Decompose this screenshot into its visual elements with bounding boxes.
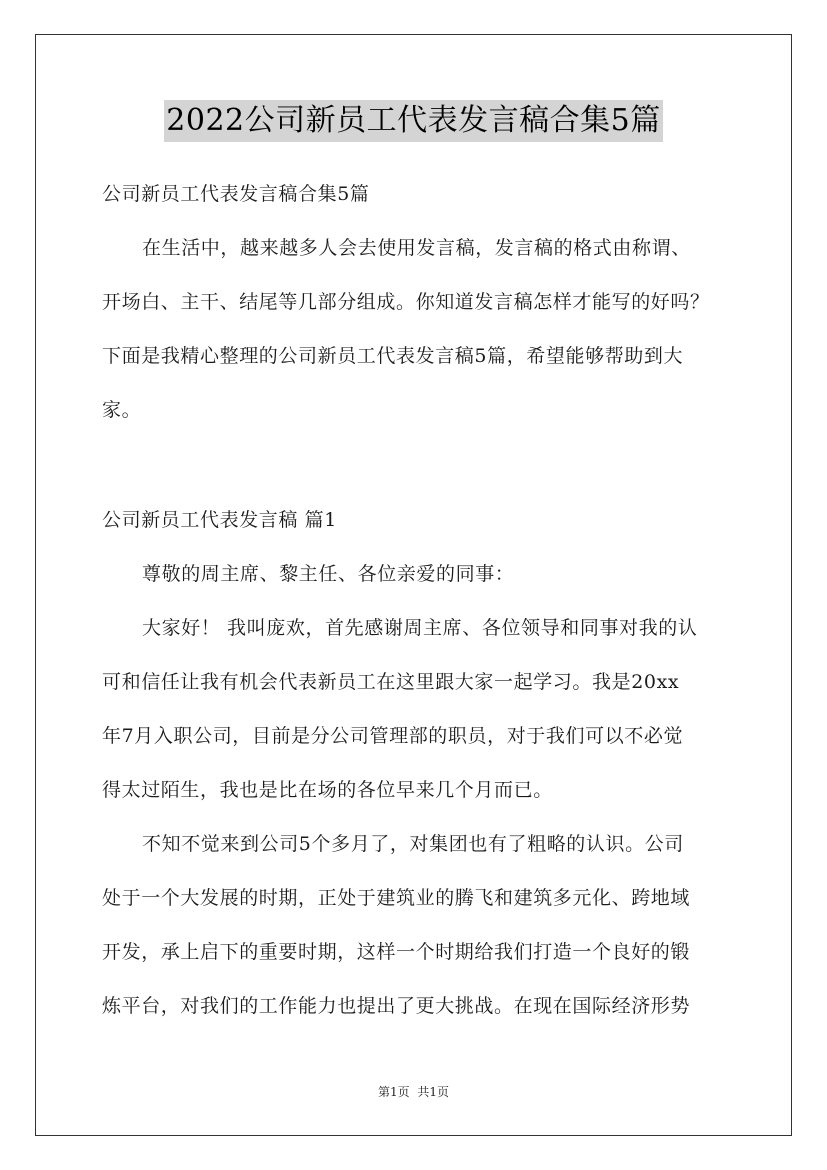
intro-line-2: 开场白、主干、结尾等几部分组成。你知道发言稿怎样才能写的好吗？ xyxy=(102,291,710,313)
intro-line-1: 在生活中，越来越多人会去使用发言稿，发言稿的格式由称谓、 xyxy=(142,237,691,259)
para1-line-3: 年7月入职公司，目前是分公司管理部的职员，对于我们可以不必觉 xyxy=(102,725,684,747)
page-number: 第1页 xyxy=(377,1085,410,1099)
para2-line-1: 不知不觉来到公司5个多月了，对集团也有了粗略的认识。公司 xyxy=(142,833,684,855)
page-footer xyxy=(0,1084,827,1100)
para2-line-2: 处于一个大发展的时期，正处于建筑业的腾飞和建筑多元化、跨地域 xyxy=(102,887,691,909)
greeting: 尊敬的周主席、黎主任、各位亲爱的同事： xyxy=(142,563,515,585)
intro-line-3: 下面是我精心整理的公司新员工代表发言稿5篇，希望能够帮助到大 xyxy=(102,345,684,367)
document-title: 2022公司新员工代表发言稿合集5篇 xyxy=(164,100,662,142)
para2-line-4: 炼平台，对我们的工作能力也提出了更大挑战。在现在国际经济形势 xyxy=(102,995,691,1017)
title-wrap xyxy=(0,100,827,142)
para1-line-2: 可和信任让我有机会代表新员工在这里跟大家一起学习。我是20xx xyxy=(102,671,680,693)
para1-line-1: 大家好！ 我叫庞欢，首先感谢周主席、各位领导和同事对我的认 xyxy=(142,617,698,639)
page-total: 共1页 xyxy=(417,1085,450,1099)
para2-line-3: 开发，承上启下的重要时期，这样一个时期给我们打造一个良好的锻 xyxy=(102,941,691,963)
subtitle: 公司新员工代表发言稿合集5篇 xyxy=(102,183,370,205)
intro-line-4: 家。 xyxy=(102,399,142,421)
para1-line-4: 得太过陌生，我也是比在场的各位早来几个月而已。 xyxy=(102,779,553,801)
section-heading: 公司新员工代表发言稿 篇1 xyxy=(102,509,337,531)
